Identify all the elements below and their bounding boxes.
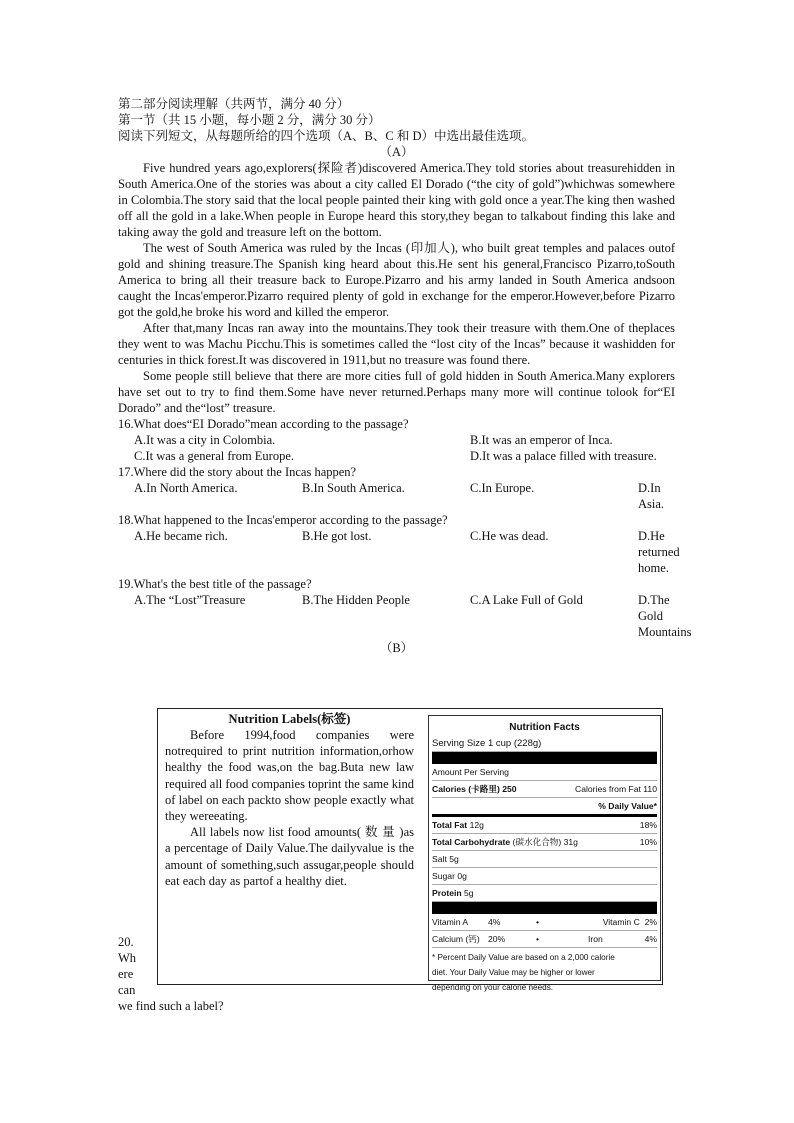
protein-amount: 5g — [464, 888, 474, 898]
vitamin-a-dv: 4% — [488, 917, 501, 927]
passage-b-paragraph-1: Before 1994,food companies were notrequired to print nutrition information,orhow healthy the food was,on the bag.Buta new law required all food companies toprint the same kind of label on each packto show people exactly what they wereeating. — [165, 728, 414, 824]
question-stem: 17.Where did the story about the Incas happen? — [118, 465, 357, 479]
protein-row — [432, 885, 657, 902]
option-c[interactable]: C.In Europe. — [470, 481, 535, 495]
option-b[interactable]: B.He got lost. — [302, 529, 372, 543]
protein-label: Protein — [432, 888, 462, 898]
option-c[interactable]: C.He was dead. — [470, 529, 549, 543]
section-heading: 第一节（共 15 小题，每小题 2 分，满分 30 分） — [118, 113, 381, 127]
option-d[interactable]: D.The Gold Mountains — [638, 593, 692, 639]
calcium-label: Calcium (钙) — [432, 934, 480, 944]
option-a[interactable]: A.It was a city in Colombia. — [134, 433, 276, 447]
footnote-line: * Percent Daily Value are based on a 2,000 calorie — [432, 953, 615, 962]
salt-row — [432, 851, 657, 868]
option-d[interactable]: D.It was a palace filled with treasure. — [470, 449, 657, 463]
carbohydrate-label: Total Carbohydrate — [432, 837, 511, 847]
footnote-line: diet. Your Daily Value may be higher or lower — [432, 968, 595, 977]
passage-a-paragraph-1: Five hundred years ago,explorers(探险者)discovered America.They told stories about treasurehidden in South America.One of the stories was about a city called El Dorado (“the city of gold”)whichwas somewhere in Colombia.The story said that the local people painted their king with gold once a year.The king then washed off all the gold in a lake.When people in Europe heard this story,they began to talkabout finding this lake and taking away the gold and treasure left on the bottom. — [118, 161, 675, 239]
passage-a-paragraph-2: The west of South America was ruled by the Incas (印加人), who built great temples and palaces outof gold and shining treasure.The Spanish king heard about this.He sent his general,Francisco Pizarro,toSouth America to bring all their treasure back to Europe.Pizarro and his army landed in South America andsoon caught the Incas'emperor.Pizarro required plenty of gold in exchange for the emperor.However,before Pizarro got the gold,he broke his word and killed the emperor. — [118, 241, 675, 319]
option-b[interactable]: B.The Hidden People — [302, 593, 410, 607]
option-d[interactable]: D.In Asia. — [638, 481, 665, 511]
option-a[interactable]: A.The “Lost”Treasure — [134, 593, 246, 607]
serving-size: Serving Size 1 cup (228g) — [432, 736, 657, 752]
option-a[interactable]: A.In North America. — [134, 481, 238, 495]
sugar-row — [432, 868, 657, 885]
vitamin-row — [432, 914, 657, 931]
thick-divider — [432, 752, 657, 764]
passage-a-paragraph-3: After that,many Incas ran away into the mountains.They took their treasure with them.One of theplaces they went to was Machu Picchu.This is sometimes called the “lost city of the Incas” because it washidden for centuries in thick forest.It was discovered in 1911,but no treasure was found there. — [118, 321, 675, 367]
total-fat-row — [432, 817, 657, 834]
daily-value-header-row — [432, 798, 657, 817]
calories-row — [432, 781, 657, 798]
passage-b-box — [157, 708, 663, 992]
passage-b-label: （B） — [379, 641, 414, 655]
option-b[interactable]: B.It was an emperor of Inca. — [470, 433, 613, 447]
vitamin-a-label: Vitamin A — [432, 917, 469, 927]
document-page — [118, 96, 692, 656]
nutrition-facts-title: Nutrition Facts — [509, 722, 580, 733]
question-18 — [118, 512, 680, 576]
total-fat-amount: 12g — [469, 820, 484, 830]
vitamin-c-label: Vitamin C — [602, 917, 640, 927]
question-options — [118, 432, 675, 464]
question-stem: 18.What happened to the Incas'emperor according to the passage? — [118, 513, 448, 527]
question-stem: 16.What does“EI Dorado”mean according to the passage? — [118, 417, 409, 431]
carbohydrate-dv: 10% — [639, 837, 657, 847]
question-16 — [118, 416, 675, 464]
question-stem: 19.What's the best title of the passage? — [118, 577, 312, 591]
option-c[interactable]: C.A Lake Full of Gold — [470, 593, 583, 607]
option-c[interactable]: C.It was a general from Europe. — [134, 449, 295, 463]
amount-per-label: Amount Per Serving — [432, 767, 509, 777]
question-17 — [118, 464, 675, 512]
passage-b-text — [165, 711, 414, 889]
instructions: 阅读下列短文，从每题所给的四个选项（A、B、C 和 D）中选出最佳选项。 — [118, 129, 534, 143]
thick-divider — [432, 902, 657, 914]
question-options — [118, 592, 692, 640]
calcium-dv: 20% — [488, 934, 506, 944]
mineral-row — [432, 931, 657, 948]
amount-per-serving — [432, 764, 657, 781]
total-fat-label: Total Fat — [432, 820, 468, 830]
passage-b-title: Nutrition Labels(标签) — [228, 712, 351, 726]
passage-b-paragraph-2: All labels now list food amounts( 数 量 )as a percentage of Daily Value.The dailyvalue is the amount of something,such assugar,people should eat each day as partof a healthy diet. — [165, 825, 414, 888]
option-a[interactable]: A.He became rich. — [134, 529, 228, 543]
iron-label: Iron — [588, 934, 603, 944]
question-options — [118, 480, 675, 512]
passage-a-label: （A） — [379, 145, 414, 159]
vitamin-c-dv: 2% — [644, 917, 657, 927]
daily-value-header: % Daily Value* — [598, 801, 657, 811]
sugar-label: Sugar 0g — [432, 871, 467, 881]
total-fat-dv: 18% — [639, 820, 657, 830]
salt-label: Salt 5g — [432, 854, 459, 864]
passage-a-paragraph-4: Some people still believe that there are more cities full of gold hidden in South America.Many explorers have set out to try to find them.Some have never returned.Perhaps many more will continue tolook for“EI Dorado” and the“lost” treasure. — [118, 369, 675, 415]
carbohydrate-row — [432, 834, 657, 851]
calories-label: Calories (卡路里) 250 — [432, 784, 517, 794]
question-19 — [118, 576, 692, 640]
option-d[interactable]: D.He returned home. — [638, 529, 680, 575]
q20-fragment: 20. — [118, 935, 134, 949]
iron-dv: 4% — [644, 934, 657, 944]
footnote-line: depending on your calorie needs. — [432, 983, 554, 992]
question-20-tail: we find such a label? — [118, 999, 224, 1013]
nutrition-facts-label — [428, 715, 661, 992]
question-20-wrapped — [118, 934, 148, 998]
question-options — [118, 528, 680, 576]
option-b[interactable]: B.In South America. — [302, 481, 405, 495]
q20-fragment: Wh — [118, 951, 137, 965]
daily-value-footnote — [432, 948, 657, 995]
part-heading: 第二部分阅读理解（共两节，满分 40 分） — [118, 97, 350, 111]
q20-fragment: can — [118, 983, 136, 997]
bullet-icon: • — [536, 934, 540, 944]
calories-from-fat: Calories from Fat 110 — [575, 784, 657, 794]
bullet-icon: • — [536, 917, 540, 927]
carbohydrate-amount: (碳水化合物) 31g — [512, 837, 578, 847]
q20-fragment: ere — [118, 967, 134, 981]
